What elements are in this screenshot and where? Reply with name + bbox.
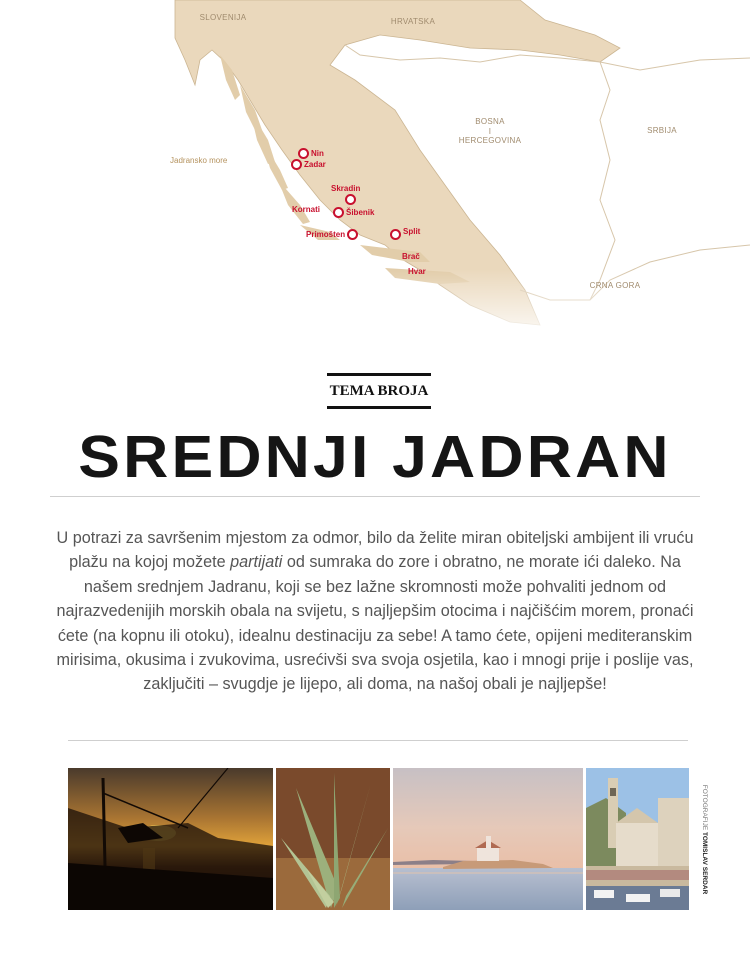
city-label-zadar: Zadar [304, 160, 326, 169]
sea-label: Jadransko more [170, 156, 228, 165]
intro-text-end: od sumraka do zore i obratno, ne morate ići daleko. Na našem srednjem Jadranu, koji se bez lažne skromnosti može pohvaliti jednom od najrazvedenijih morskih obala na svijetu, s najljepšim otocima i najčišćim morem, pronaći ćete (na kopnu ili otoku), idealnu destinaciju za sebe! A tamo ćete, opijeni mediteranskim mirisima, okusima i zvukovima, usrećivši sva svoja osjetila, kao i mnogi prije i poslije vas, zaključiti – svugdje je lijepo, ali doma, na našoj obali je najljepše! [56, 553, 694, 694]
city-marker-brac [402, 252, 420, 261]
city-label-split: Split [403, 227, 421, 236]
title-divider [50, 496, 700, 497]
city-marker-skradin [331, 184, 360, 205]
city-marker-sibenik [333, 207, 374, 218]
location-pin-icon [333, 207, 344, 218]
city-marker-primosten [306, 229, 358, 240]
intro-paragraph [55, 526, 695, 697]
city-label-primosten: Primošten [306, 230, 346, 239]
country-label-hercegovina: HERCEGOVINA [458, 136, 522, 145]
agave-plant-photo [276, 768, 390, 910]
location-pin-icon [390, 229, 401, 240]
photo-credit-label: FOTOGRAFIJE [701, 784, 709, 831]
city-label-skradin: Skradin [331, 184, 361, 193]
location-pin-icon [347, 229, 358, 240]
intro-text-emphasis: partijati [230, 553, 283, 572]
page-title: SREDNJI JADRAN [78, 424, 672, 490]
city-label-sibenik: Šibenik [346, 208, 375, 217]
intro-text-start: U potrazi za savršenim mjestom za odmor, bilo da želite miran obiteljski ambijent ili vruću plažu na kojoj možete [56, 529, 694, 572]
city-label-hvar: Hvar [408, 267, 426, 276]
country-label-slovenija: SLOVENIJA [199, 13, 247, 22]
intro-divider [68, 740, 688, 741]
country-label-i: I [488, 127, 492, 136]
city-marker-split [390, 229, 420, 240]
photo-credit [698, 770, 712, 910]
city-marker-nin [298, 148, 324, 159]
city-marker-zadar [291, 159, 326, 170]
map-graphic [0, 0, 750, 345]
photo-credit-name: TOMISLAV SERDAR [701, 831, 709, 895]
location-pin-icon [298, 148, 309, 159]
country-label-hrvatska: HRVATSKA [390, 17, 436, 26]
city-label-kornati: Kornati [292, 205, 320, 214]
croatia-map [0, 0, 750, 345]
city-marker-kornati [292, 205, 320, 214]
country-label-bosna: BOSNA [475, 117, 505, 126]
lighthouse-islet-photo [393, 768, 583, 910]
hvar-square-photo [586, 768, 689, 910]
city-marker-hvar [408, 267, 426, 276]
country-label-crna-gora: CRNA GORA [589, 281, 641, 290]
city-label-nin: Nin [311, 149, 324, 158]
country-label-srbija: SRBIJA [647, 126, 677, 135]
city-label-brac: Brač [402, 252, 420, 261]
sunset-harbor-photo [68, 768, 273, 910]
location-pin-icon [345, 194, 356, 205]
location-pin-icon [291, 159, 302, 170]
section-tag: TEMA BROJA [327, 373, 431, 409]
